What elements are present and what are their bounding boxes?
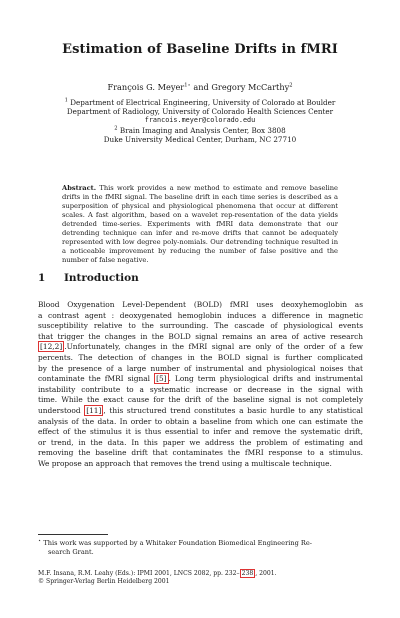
citation-link[interactable]: [12,2] <box>40 342 63 352</box>
abstract-line: baseline drifts in the fMRI signal. The baseline drift in each time series <box>62 184 338 202</box>
affiliation-1-line2: Department of Radiology, University of Colorado Health Sciences Center <box>66 107 334 117</box>
body-line: susceptibility relative to the surrounding. The cascade of physiological events <box>38 321 363 331</box>
affiliations <box>0 98 400 144</box>
body-text: , this structured trend constitutes a basic hurdle to any statistical <box>103 405 363 415</box>
affiliation-2 <box>0 126 400 135</box>
publication-imprint <box>38 570 363 587</box>
body-line: removing the baseline drift that contaminates the fMRI response to a stimulus. <box>38 448 363 458</box>
body-line: a contrast agent : deoxygenated hemoglobin induces a difference in magnetic <box>38 310 363 320</box>
imprint-text: M.F. Insana, R.M. Leahy (Eds.): IPMI 2001, LNCS 2082, pp. 232– <box>38 570 240 577</box>
affiliation-1-number: 1 <box>64 97 68 104</box>
footnote-divider <box>38 534 108 535</box>
introduction-body <box>38 300 363 470</box>
footnote-text: This work was supported by a Whitaker Foundation Biomedical Engineering Re- <box>43 539 312 547</box>
body-line: by the presence of a large number of instrumental and physiological noises that <box>38 363 363 373</box>
body-line: analysis of the data. In order to obtain a baseline from which one can estimate the <box>38 416 363 426</box>
footnote-line1 <box>38 539 363 548</box>
body-text: contaminate the fMRI signal <box>38 374 155 384</box>
abstract-line: is described as a superposition of physical and physiological phenomena <box>62 193 338 211</box>
affiliation-1 <box>0 98 400 107</box>
body-line <box>38 342 363 353</box>
affiliation-2-number: 2 <box>114 125 118 132</box>
body-text: .Unfortunately, changes in the fMRI signal are only of the order of a few <box>64 342 363 352</box>
affiliation-2-line1: Brain Imaging and Analysis Center, Box 3808 <box>119 125 286 135</box>
affiliation-2-line2: Duke University Medical Center, Durham, NC 27710 <box>103 134 297 144</box>
citation-link[interactable]: [5] <box>156 374 167 384</box>
author-email[interactable]: francois.meyer@colorado.edu <box>144 116 256 125</box>
author-meyer-marks: 1⋆ <box>184 82 191 89</box>
section-heading <box>38 272 139 284</box>
imprint-text: , 2001. <box>255 570 277 577</box>
author-mccarthy-marks: 2 <box>289 82 293 89</box>
body-line: that trigger the changes in the BOLD signal remains an area of active research <box>38 331 363 341</box>
abstract-label: Abstract. <box>62 184 97 192</box>
body-line: Blood Oxygenation Level-Dependent (BOLD) fMRI uses deoxyhemoglobin as <box>38 300 363 309</box>
abstract-line: nomials. Our detrending technique resulted in a noticeable improvement <box>62 238 338 256</box>
body-text: . Long term physiological drifts and instrumental <box>168 374 364 384</box>
abstract-line: move drifts that cannot be adequately represented with low degree poly- <box>62 229 338 247</box>
body-line: We propose an approach that removes the trend using a multiscale technique. <box>38 458 332 468</box>
affiliation-1-line1: Department of Electrical Engineering, University of Colorado at Boulder <box>70 98 336 107</box>
body-line <box>38 374 363 385</box>
imprint-line1 <box>38 570 363 578</box>
author-line <box>0 82 400 92</box>
abstract-line: that occur at different scales. A fast algorithm, based on a wavelet rep- <box>62 202 338 220</box>
body-line <box>38 406 363 417</box>
section-number: 1 <box>38 272 46 284</box>
abstract-line: This work provides a new method to estimate and remove <box>99 184 307 192</box>
abstract-line: by reducing the number of false positive and the number of false negative. <box>62 247 338 265</box>
imprint-line2: © Springer-Verlag Berlin Heidelberg 2001 <box>38 578 170 586</box>
body-line: instability contribute to a systematic increase or decrease in the signal with <box>38 384 363 394</box>
abstract <box>62 184 338 265</box>
author-meyer: François G. Meyer <box>107 82 185 92</box>
author-mccarthy: Gregory McCarthy <box>211 82 290 92</box>
body-line: effect of the stimulus it is thus essential to infer and remove the systematic drift, <box>38 427 363 437</box>
body-line: time. While the exact cause for the drift of the baseline signal is not completely <box>38 395 363 405</box>
paper-title: Estimation of Baseline Drifts in fMRI <box>62 42 338 57</box>
body-line: or trend, in the data. In this paper we address the problem of estimating and <box>38 437 363 447</box>
abstract-line: resentation of the data yields detrended time-series. Experiments with <box>62 211 338 229</box>
footnote-line2: search Grant. <box>48 547 94 556</box>
footnote-mark: ⋆ <box>38 537 42 544</box>
page-end-link[interactable]: 238 <box>241 570 254 577</box>
citation-link[interactable]: [11] <box>86 405 102 415</box>
author-and: and <box>190 82 212 92</box>
abstract-line: fMRI data demonstrate that our detrending technique can infer and re- <box>62 220 338 238</box>
footnote <box>38 539 363 557</box>
body-text: understood <box>38 405 85 415</box>
section-title: Introduction <box>64 272 139 284</box>
body-line: percents. The detection of changes in the BOLD signal is further complicated <box>38 352 363 362</box>
